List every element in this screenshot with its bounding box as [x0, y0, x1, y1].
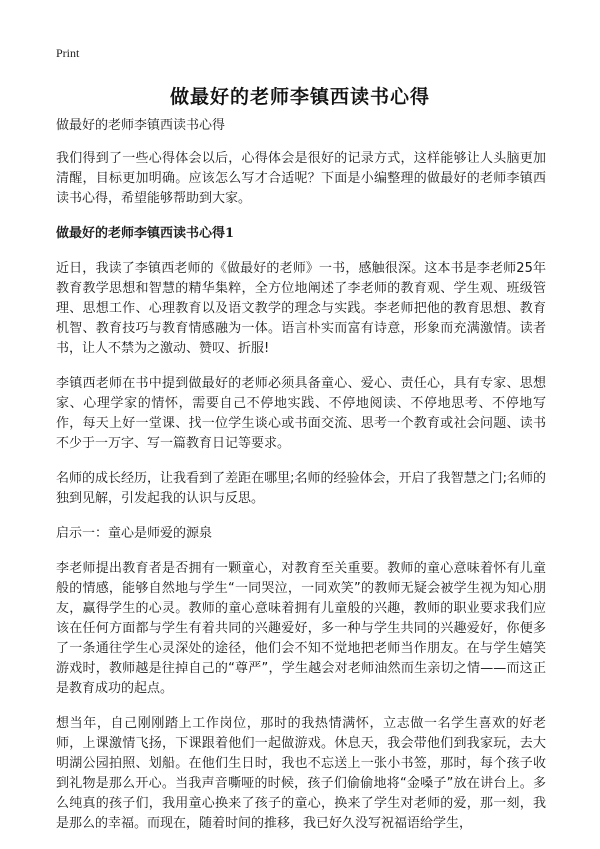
- body-paragraph: 近日，我读了李镇西老师的《做最好的老师》一书，感触很深。这本书是李老师25年教育教学思想和智慧的精华集粹，全方位地阐述了李老师的教育观、学生观、班级管理、思想工作、心理教育以及语文教学的理念与实践。李老师把他的教育思想、教育机智、教育技巧与教育情感融为一体。语言朴实而富有诗意，形象而充满激情。读者书，让人不禁为之激动、赞叹、折服!: [56, 261, 546, 356]
- body-paragraph: 名师的成长经历，让我看到了差距在哪里;名师的经验体会，开启了我智慧之门;名师的独到见解，引发起我的认识与反思。: [56, 471, 546, 506]
- section-heading-1: 做最好的老师李镇西读书心得1: [56, 226, 235, 241]
- intro-paragraph: 我们得到了一些心得体会以后，心得体会是很好的记录方式，这样能够让人头脑更加清醒，目标更加明确。应该怎么写才合适呢？下面是小编整理的做最好的老师李镇西读书心得，希望能够帮助到大家。: [56, 151, 546, 206]
- point-heading-1: 启示一：童心是师爱的源泉: [56, 526, 213, 541]
- article-body: [56, 116, 546, 849]
- article-subtitle: 做最好的老师李镇西读书心得: [56, 118, 226, 133]
- body-paragraph: 李老师提出教育者是否拥有一颗童心，对教育至关重要。教师的童心意味着怀有儿童般的情感，能够自然地与学生“一同哭泣，一同欢笑”的教师无疑会被学生视为知心朋友，赢得学生的心灵。教师的童心意味着拥有儿童般的兴趣，教师的职业要求我们应该在任何方面都与学生有着共同的兴趣爱好，多一种与学生共同的兴趣爱好，你便多了一条通往学生心灵深处的途径，他们会不知不觉地把老师当作朋友。在与学生嬉笑游戏时，教师越是往掉自己的“尊严”，学生越会对老师油然而生亲切之情——而这正是教育成功的起点。: [56, 561, 546, 696]
- print-link[interactable]: Print: [56, 46, 80, 60]
- body-paragraph: 李镇西老师在书中提到做最好的老师必须具备童心、爱心、责任心，具有专家、思想家、心理学家的情怀，需要自己不停地实践、不停地阅读、不停地思考、不停地写作，每天上好一堂课、找一位学生谈心或书面交流、思考一个教育或社会问题、读书不少于一万字、写一篇教育日记等要求。: [56, 376, 546, 451]
- page-title: 做最好的老师李镇西读书心得: [169, 86, 430, 108]
- body-paragraph: 想当年，自己刚刚踏上工作岗位，那时的我热情满怀，立志做一名学生喜欢的好老师，上课激情飞扬，下课跟着他们一起做游戏。休息天，我会带他们到我家玩，去大明湖公园拍照、划船。在他们生日时，我也不忘送上一张小书签，那时，每个孩子收到礼物是那么开心。当我声音嘶哑的时候，孩子们偷偷地将“金嗓子”放在讲台上。多么纯真的孩子们，我用童心换来了孩子的童心，换来了学生对老师的爱，那一刻，我是那么的幸福。而现在，随着时间的推移，我已好久没写祝福语给学生，: [56, 716, 546, 831]
